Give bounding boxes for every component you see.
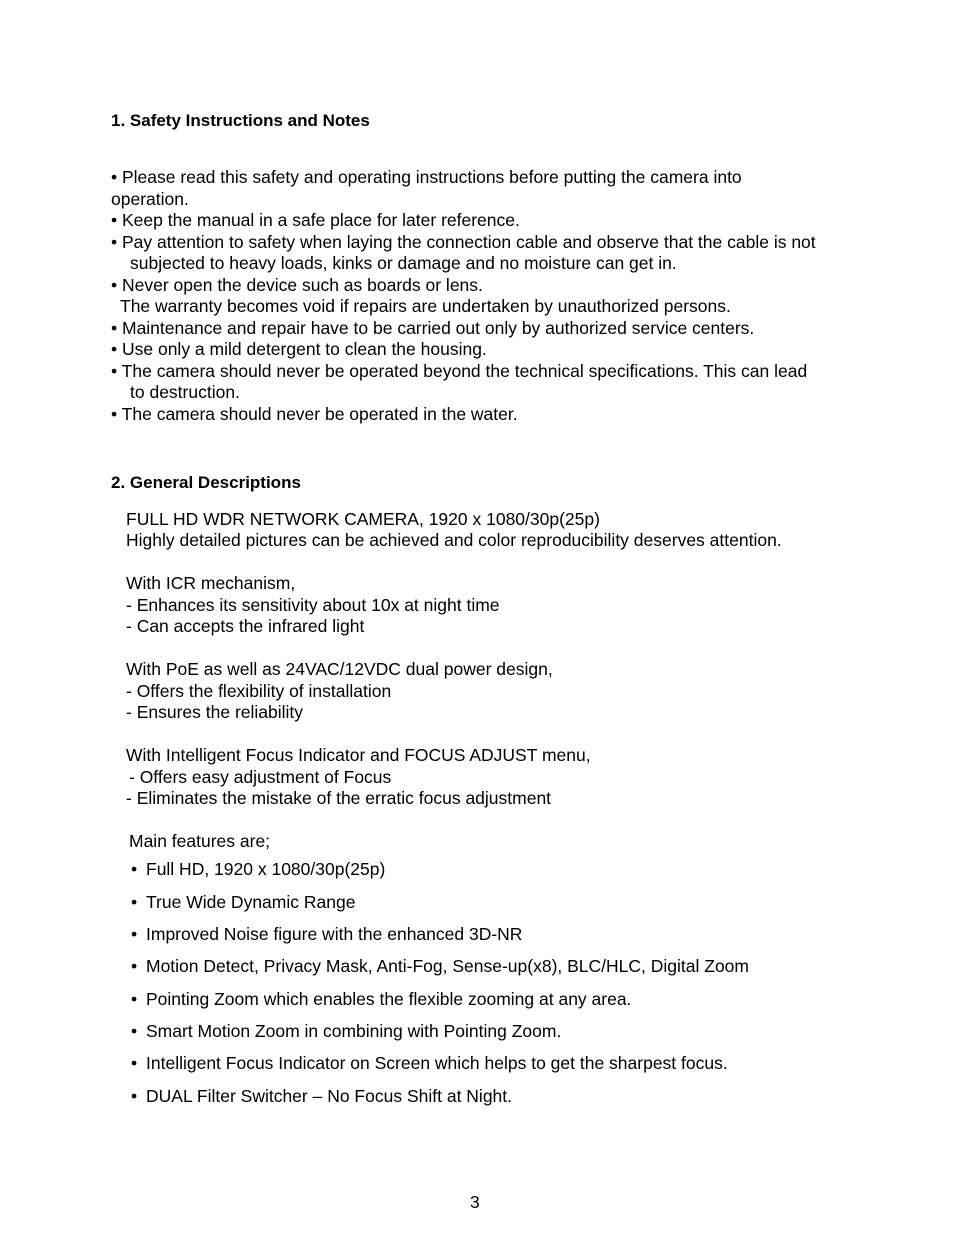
description-line: - Offers the flexibility of installation	[126, 681, 392, 701]
safety-line: • Pay attention to safety when laying the connection cable and observe that the cable is not	[111, 232, 816, 252]
bullet-icon: •	[131, 859, 138, 879]
section-1-heading: 1. Safety Instructions and Notes	[111, 111, 370, 130]
bullet-icon: •	[131, 1053, 138, 1073]
section-2-heading: 2. General Descriptions	[111, 473, 301, 492]
description-line: With Intelligent Focus Indicator and FOCUS ADJUST menu,	[126, 745, 591, 765]
safety-line: • Use only a mild detergent to clean the housing.	[111, 339, 487, 359]
safety-line: • The camera should never be operated in the water.	[111, 404, 518, 424]
bullet-icon: •	[131, 924, 138, 944]
safety-line: • The camera should never be operated beyond the technical specifications. This can lead	[111, 361, 808, 381]
description-line: - Eliminates the mistake of the erratic focus adjustment	[126, 788, 552, 808]
feature-text: Pointing Zoom which enables the flexible zooming at any area.	[146, 989, 632, 1009]
safety-line: subjected to heavy loads, kinks or damage and no moisture can get in.	[130, 253, 677, 273]
safety-line: to destruction.	[130, 382, 240, 402]
safety-line: • Please read this safety and operating instructions before putting the camera into	[111, 167, 742, 187]
description-line: FULL HD WDR NETWORK CAMERA, 1920 x 1080/30p(25p)	[126, 509, 600, 529]
safety-line: • Maintenance and repair have to be carried out only by authorized service centers.	[111, 318, 755, 338]
safety-line: • Keep the manual in a safe place for later reference.	[111, 210, 520, 230]
feature-text: Improved Noise figure with the enhanced 3D-NR	[146, 924, 523, 944]
description-line: With ICR mechanism,	[126, 573, 296, 593]
description-line: - Offers easy adjustment of Focus	[129, 767, 392, 787]
bullet-icon: •	[131, 989, 138, 1009]
feature-text: Intelligent Focus Indicator on Screen which helps to get the sharpest focus.	[146, 1053, 728, 1073]
safety-line: operation.	[111, 189, 189, 209]
description-line: - Enhances its sensitivity about 10x at night time	[126, 595, 500, 615]
safety-line: The warranty becomes void if repairs are undertaken by unauthorized persons.	[120, 296, 731, 316]
safety-line: • Never open the device such as boards or lens.	[111, 275, 483, 295]
feature-text: True Wide Dynamic Range	[146, 892, 356, 912]
description-line: - Ensures the reliability	[126, 702, 304, 722]
description-line: With PoE as well as 24VAC/12VDC dual power design,	[126, 659, 553, 679]
bullet-icon: •	[131, 956, 138, 976]
bullet-icon: •	[131, 1021, 138, 1041]
description-line: - Can accepts the infrared light	[126, 616, 365, 636]
description-line: Highly detailed pictures can be achieved and color reproducibility deserves attention.	[126, 530, 782, 550]
feature-text: Motion Detect, Privacy Mask, Anti-Fog, Sense-up(x8), BLC/HLC, Digital Zoom	[146, 956, 749, 976]
features-intro: Main features are;	[129, 831, 271, 851]
feature-text: Full HD, 1920 x 1080/30p(25p)	[146, 859, 386, 879]
feature-text: DUAL Filter Switcher – No Focus Shift at Night.	[146, 1086, 513, 1106]
bullet-icon: •	[131, 892, 138, 912]
feature-text: Smart Motion Zoom in combining with Pointing Zoom.	[146, 1021, 562, 1041]
page-number: 3	[470, 1192, 480, 1212]
bullet-icon: •	[131, 1086, 138, 1106]
